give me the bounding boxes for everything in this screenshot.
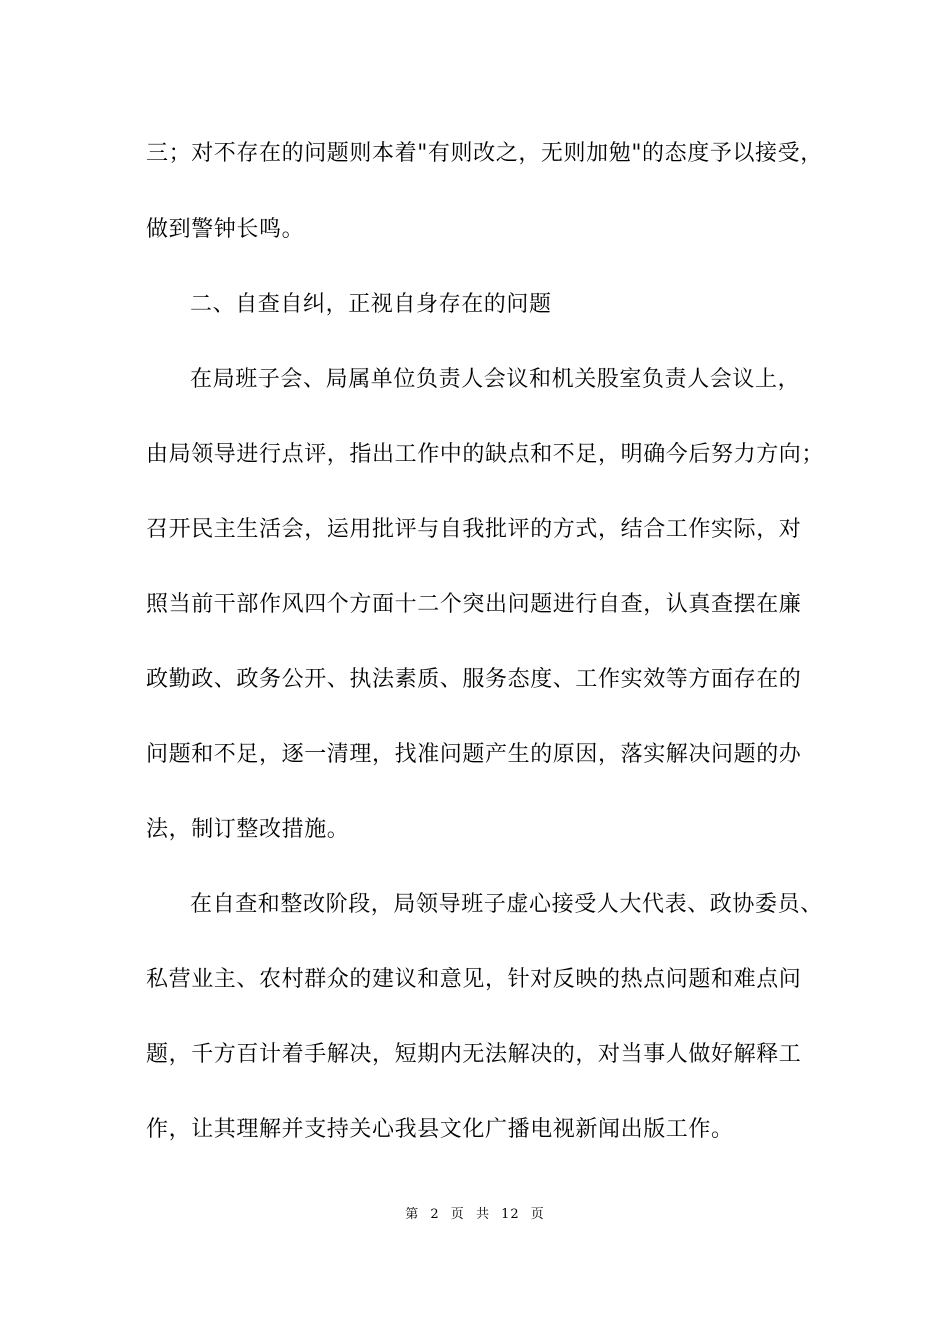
text-line-5: 由局领导进行点评，指出工作中的缺点和不足，明确今后努力方向； — [146, 442, 825, 467]
section-heading: 二、自查自纠，正视自身存在的问题 — [190, 292, 552, 317]
text-line-12: 私营业主、农村群众的建议和意见，针对反映的热点问题和难点问 — [146, 967, 802, 992]
footer-current-page: 2 — [430, 1207, 440, 1222]
footer-total-pages: 12 — [501, 1207, 520, 1222]
footer-suffix: 页 — [530, 1207, 545, 1222]
text-line-10: 法，制订整改措施。 — [146, 817, 350, 842]
text-line-7: 照当前干部作风四个方面十二个突出问题进行自查，认真查摆在廉 — [146, 592, 802, 617]
text-line-2: 做到警钟长鸣。 — [146, 217, 305, 242]
text-line-13: 题，千方百计着手解决，短期内无法解决的，对当事人做好解释工 — [146, 1042, 802, 1067]
text-line-4: 在局班子会、局属单位负责人会议和机关股室负责人会议上， — [190, 367, 801, 392]
text-line-1: 三；对不存在的问题则本着"有则改之，无则加勉"的态度予以接受， — [146, 141, 823, 166]
text-line-9: 问题和不足，逐一清理，找准问题产生的原因，落实解决问题的办 — [146, 742, 802, 767]
text-line-8: 政勤政、政务公开、执法素质、服务态度、工作实效等方面存在的 — [146, 667, 802, 692]
footer-prefix: 第 — [405, 1207, 420, 1222]
text-line-6: 召开民主生活会，运用批评与自我批评的方式，结合工作实际，对 — [146, 517, 802, 542]
footer-page-word: 页 — [450, 1207, 465, 1222]
text-line-11: 在自查和整改阶段，局领导班子虚心接受人大代表、政协委员、 — [190, 892, 823, 917]
footer-total-word: 共 — [475, 1207, 490, 1222]
text-line-14: 作，让其理解并支持关心我县文化广播电视新闻出版工作。 — [146, 1117, 734, 1142]
page-footer — [0, 1206, 950, 1224]
